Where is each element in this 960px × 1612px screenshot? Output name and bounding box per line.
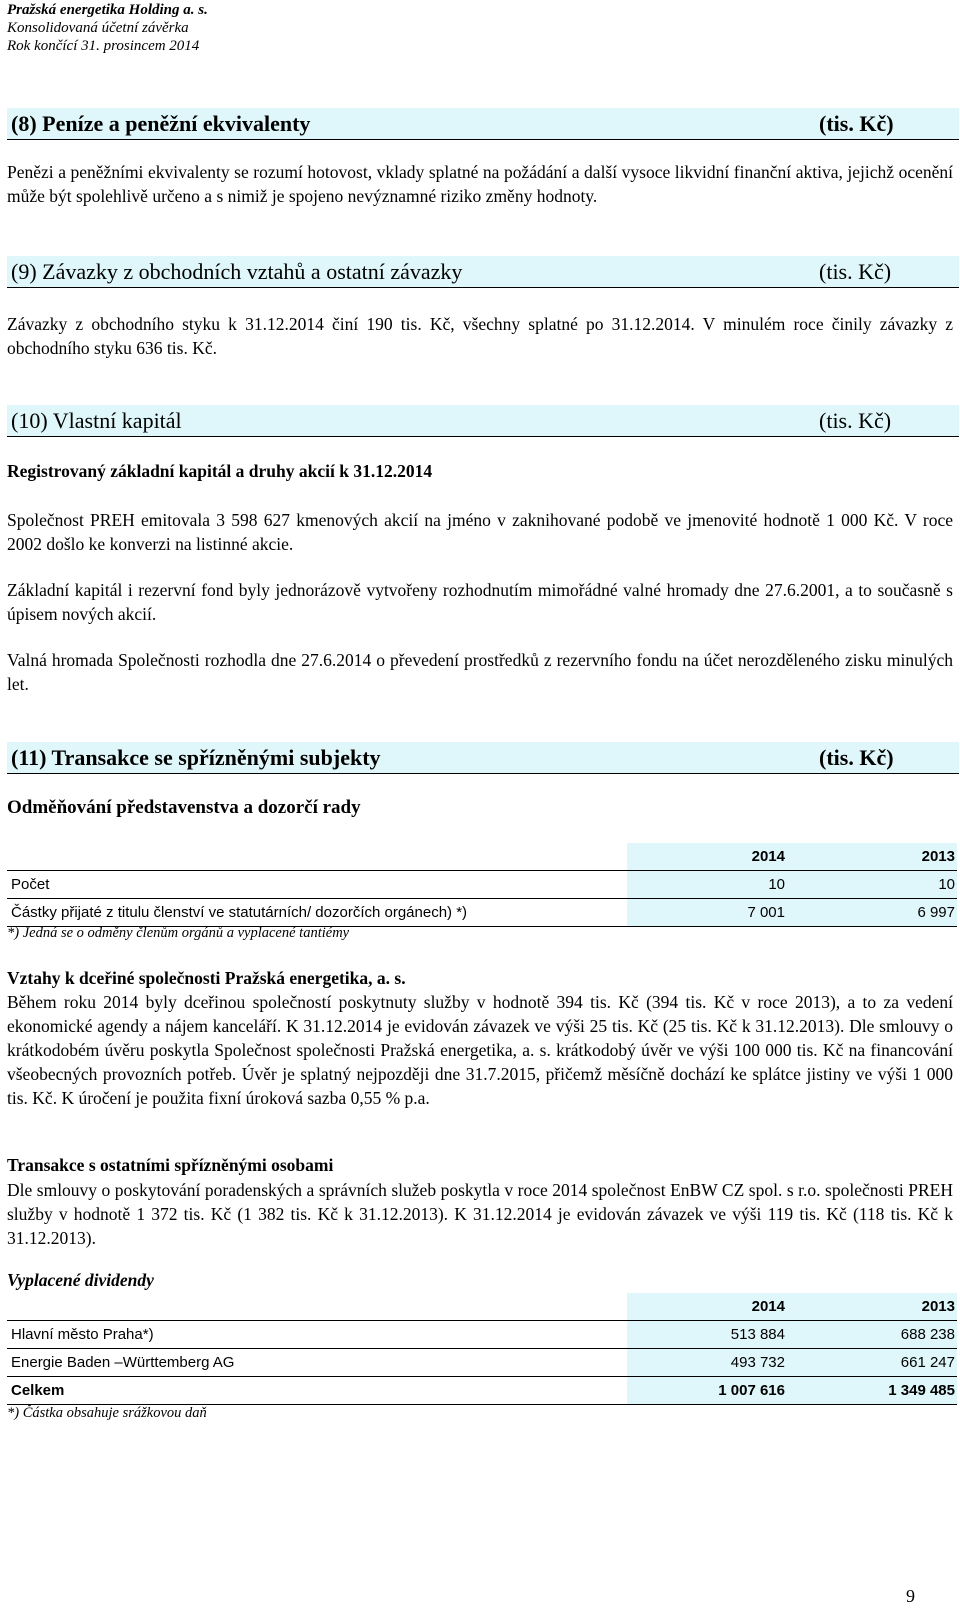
other-related-parties-title: Transakce s ostatními spřízněnými osobami bbox=[7, 1155, 334, 1175]
total-2013: 1 349 485 bbox=[888, 1382, 955, 1399]
value-2014: 493 732 bbox=[730, 1354, 785, 1371]
section-10-heading bbox=[7, 405, 959, 437]
section-11-heading bbox=[7, 742, 959, 774]
section-9-heading bbox=[7, 256, 959, 288]
section-10-unit: (tis. Kč) bbox=[819, 408, 892, 433]
share-capital-subtitle: Registrovaný základní kapitál a druhy akcií k 31.12.2014 bbox=[7, 461, 433, 481]
section-8-unit: (tis. Kč) bbox=[819, 111, 894, 136]
subsidiary-relations-text: Během roku 2014 byly dceřinou společností poskytnuty služby v hodnotě 394 tis. Kč (394 tis. Kč v roce 2013), a to za vedení ekonomické agendy a nájem kanceláří. K 31.12.2014 je evidován závazek ve výši 25 tis. Kč (25 tis. Kč k 31.12.2013). Dle smlouvy o krátkodobém úvěru poskytla Společnost společnosti Pražská energetika, a. s. krátkodobý úvěr ve výši 100 000 tis. Kč na financování všeobecných provozních potřeb. Úvěr je splatný nejpozději dne 31.7.2015, přičemž měsíčně dochází ke splátce jistiny ve výši 1 000 tis. Kč. K úročení je použita fixní úroková sazba 0,55 % p.a. bbox=[7, 992, 953, 1108]
document-type: Konsolidovaná účetní závěrka bbox=[7, 20, 189, 36]
subsidiary-relations-title: Vztahy k dceřiné společnosti Pražská energetika, a. s. bbox=[7, 968, 406, 988]
value-2014: 10 bbox=[768, 876, 785, 893]
other-related-parties-text: Dle smlouvy o poskytování poradenských a správních služeb poskytla v roce 2014 společnost EnBW CZ spol. s r.o. společnosti PREH služby v hodnotě 1 372 tis. Kč (1 382 tis. Kč k 31.12.2013). K 31.12.2014 je evidován závazek ve výši 119 tis. Kč (118 tis. Kč k 31.12.2013). bbox=[7, 1180, 953, 1248]
row-label: Částky přijaté z titulu členství ve statutárních/ dozorčích orgánech) *) bbox=[11, 904, 468, 921]
total-2014: 1 007 616 bbox=[718, 1382, 785, 1399]
value-2013: 6 997 bbox=[917, 904, 955, 921]
section-9-text: Závazky z obchodního styku k 31.12.2014 činí 190 tis. Kč, všechny splatné po 31.12.2014. V minulém roce činily závazky z obchodního styku 636 tis. Kč. bbox=[7, 314, 953, 358]
table-row bbox=[7, 1321, 957, 1349]
table-row bbox=[7, 871, 957, 899]
row-label: Hlavní město Praha*) bbox=[11, 1326, 154, 1343]
value-2014: 513 884 bbox=[730, 1326, 785, 1343]
board-table-note: *) Jedná se o odměny členům orgánů a vyplacené tantiémy bbox=[7, 925, 350, 941]
table-row bbox=[7, 1349, 957, 1377]
value-2013: 661 247 bbox=[900, 1354, 955, 1371]
column-2014: 2014 bbox=[751, 1298, 785, 1315]
share-capital-paragraph-1: Společnost PREH emitovala 3 598 627 kmenových akcií na jméno v zaknihované podobě ve jmenovité hodnotě 1 000 Kč. V roce 2002 došlo ke konverzi na listinné akcie. bbox=[7, 510, 953, 554]
table-header-row bbox=[7, 1293, 957, 1321]
total-label: Celkem bbox=[11, 1382, 65, 1399]
section-11-unit: (tis. Kč) bbox=[819, 745, 894, 770]
table-header-row bbox=[7, 843, 957, 871]
column-2014: 2014 bbox=[751, 848, 785, 865]
section-9-unit: (tis. Kč) bbox=[819, 259, 892, 284]
section-11-title: (11) Transakce se spřízněnými subjekty bbox=[11, 745, 381, 770]
column-2013: 2013 bbox=[921, 1298, 955, 1315]
share-capital-paragraph-2: Základní kapitál i rezervní fond byly jednorázově vytvořeny rozhodnutím mimořádné valné hromady dne 27.6.2001, a to současně s úpisem nových akcií. bbox=[7, 580, 953, 624]
share-capital-paragraph-3: Valná hromada Společnosti rozhodla dne 27.6.2014 o převedení prostředků z rezervního fondu na účet nerozděleného zisku minulých let. bbox=[7, 650, 953, 694]
row-label: Počet bbox=[11, 876, 50, 893]
section-10-title: (10) Vlastní kapitál bbox=[11, 408, 182, 433]
company-name: Pražská energetika Holding a. s. bbox=[7, 2, 208, 18]
page-number: 9 bbox=[906, 1586, 915, 1606]
value-2013: 10 bbox=[938, 876, 955, 893]
table-total-row bbox=[7, 1377, 957, 1405]
section-9-title: (9) Závazky z obchodních vztahů a ostatní závazky bbox=[11, 259, 463, 284]
section-8-text: Penězi a peněžními ekvivalenty se rozumí hotovost, vklady splatné na požádání a další vysoce likvidní finanční aktiva, jejichž ocenění může být spolehlivě určeno a s nimiž je spojeno nevýznamné riziko změny hodnoty. bbox=[7, 162, 953, 206]
dividends-title: Vyplacené dividendy bbox=[7, 1270, 154, 1290]
column-2013: 2013 bbox=[921, 848, 955, 865]
row-label: Energie Baden –Württemberg AG bbox=[11, 1354, 235, 1371]
section-8-heading bbox=[7, 108, 959, 140]
dividends-table-note: *) Částka obsahuje srážkovou daň bbox=[7, 1405, 207, 1421]
reporting-period: Rok končící 31. prosincem 2014 bbox=[7, 38, 200, 54]
value-2014: 7 001 bbox=[747, 904, 785, 921]
value-2013: 688 238 bbox=[900, 1326, 955, 1343]
table-row bbox=[7, 899, 957, 927]
board-remuneration-title: Odměňování představenstva a dozorčí rady bbox=[7, 797, 361, 818]
section-8-title: (8) Peníze a peněžní ekvivalenty bbox=[11, 111, 311, 136]
